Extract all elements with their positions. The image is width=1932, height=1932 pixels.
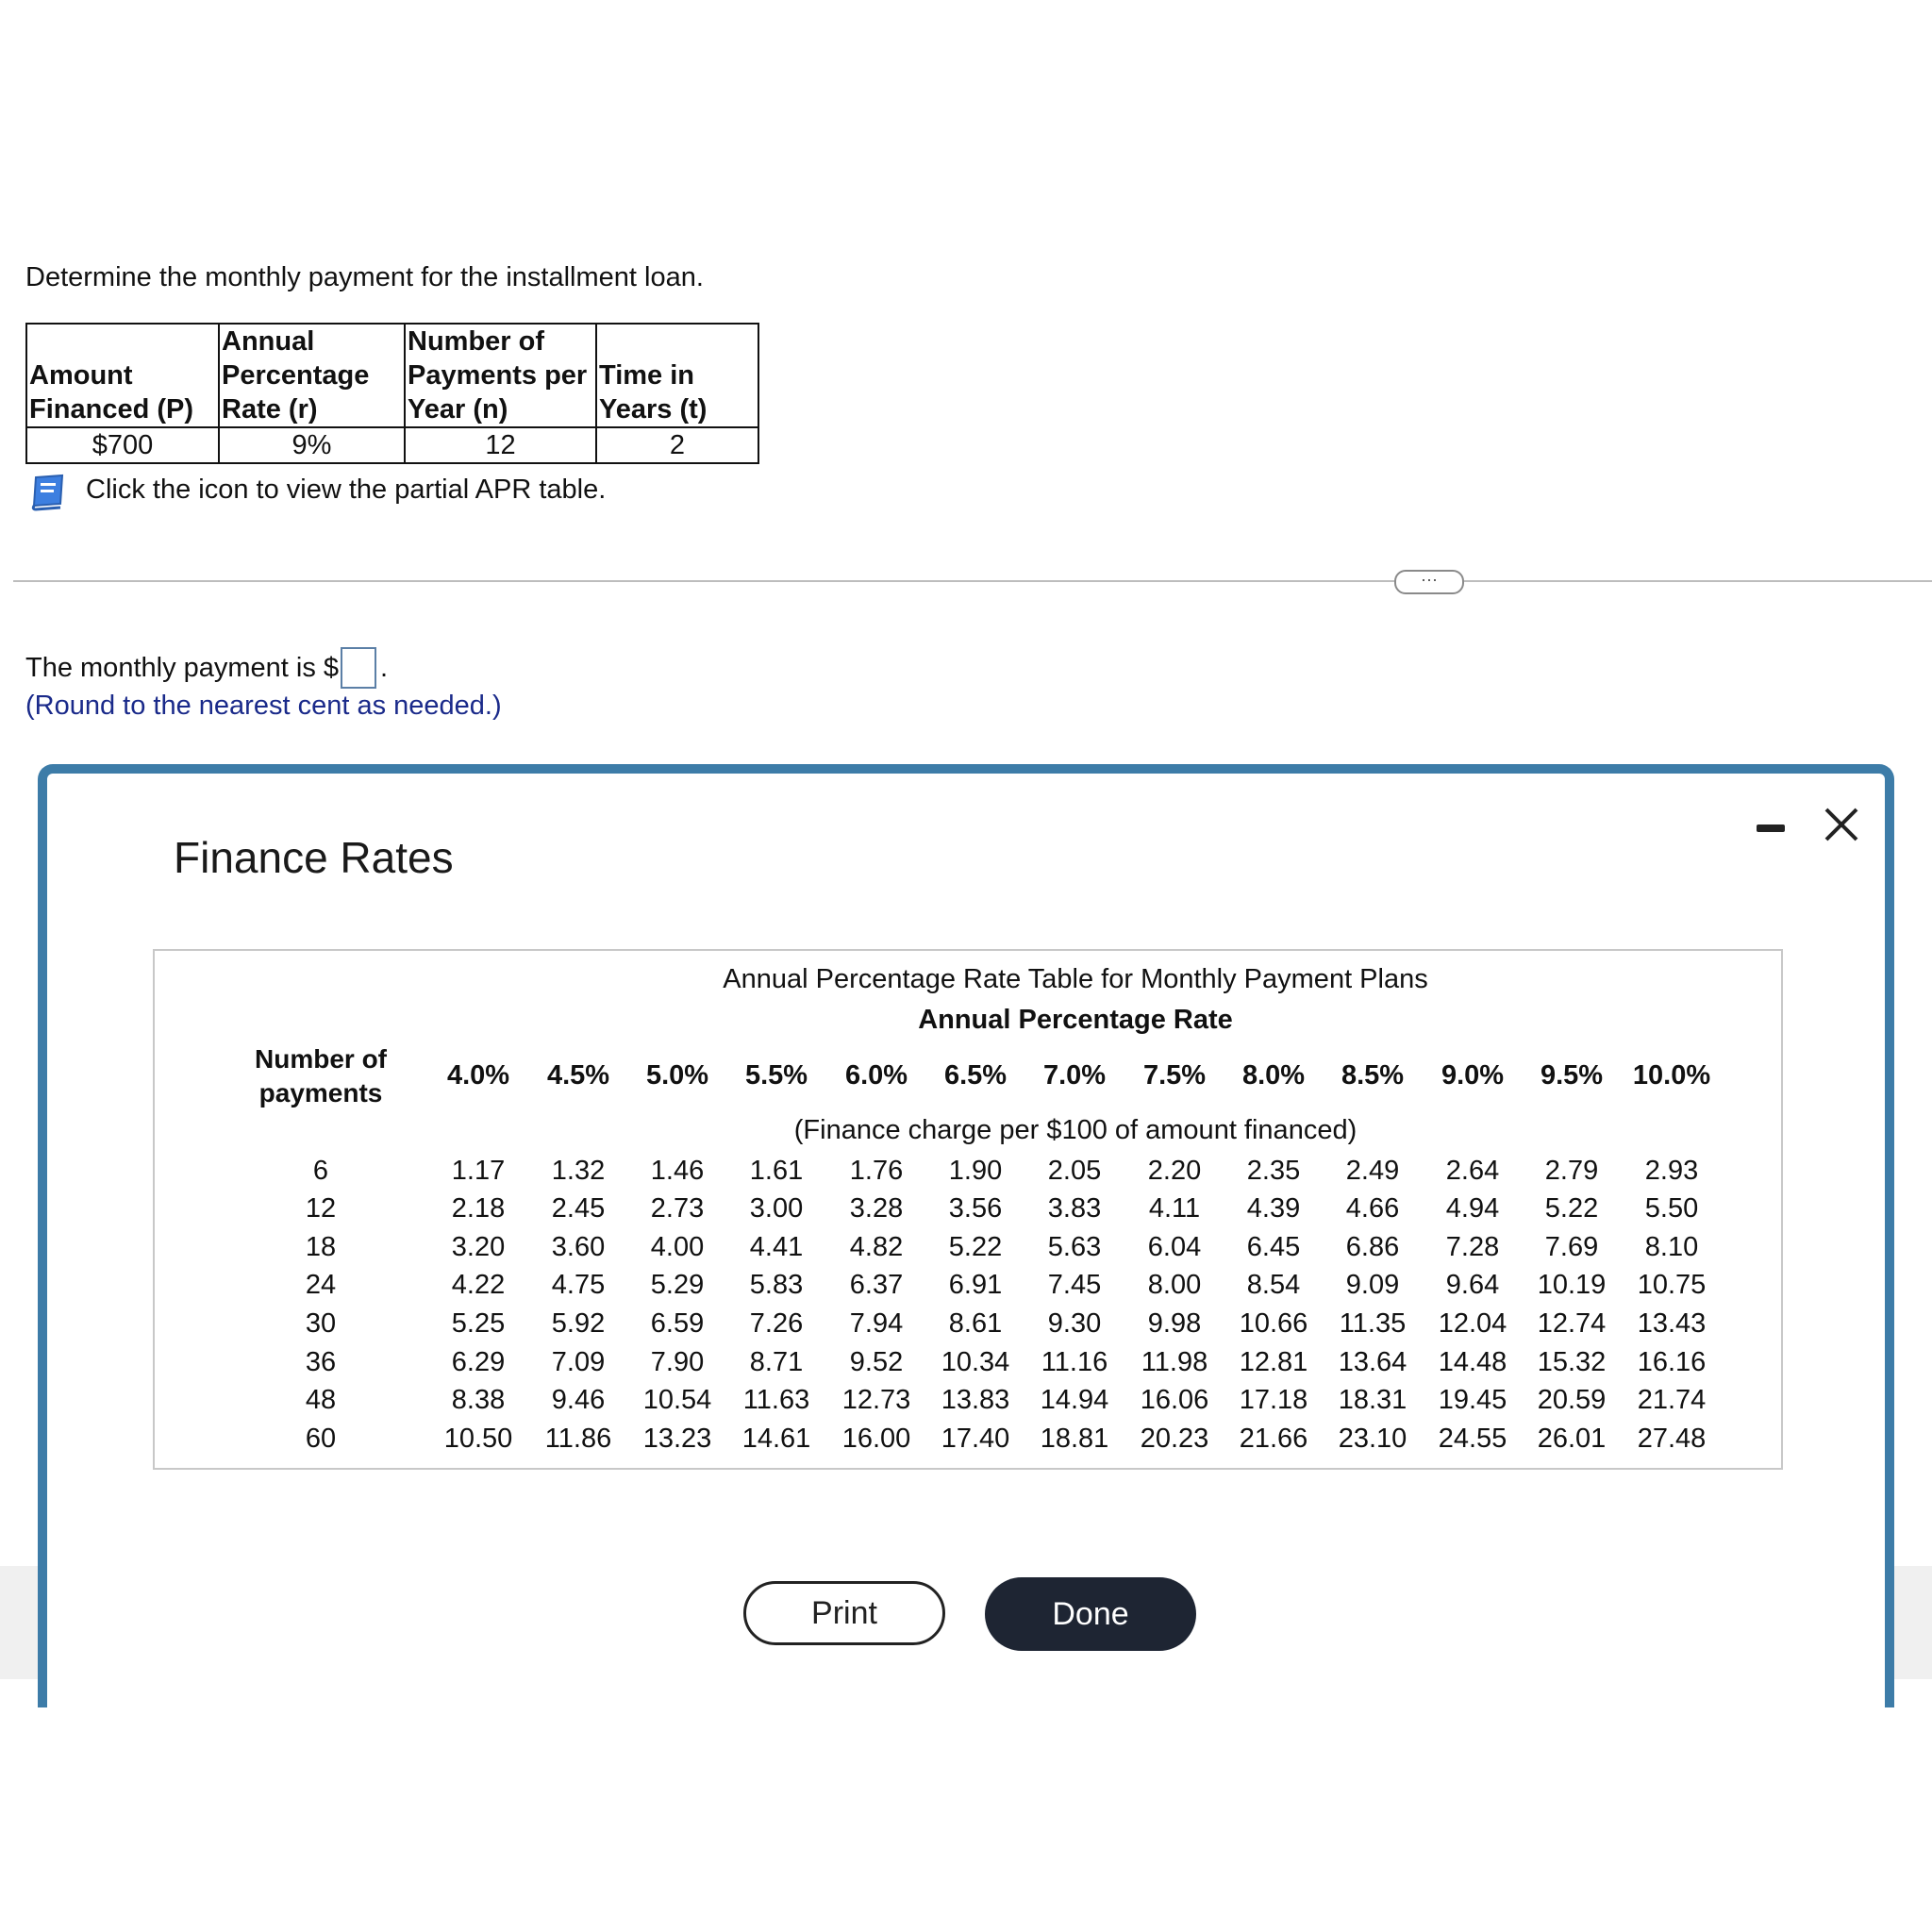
finance-charge-cell: 11.98: [1141, 1347, 1208, 1377]
finance-charge-cell: 4.66: [1345, 1193, 1400, 1224]
finance-charge-cell: 14.94: [1040, 1385, 1109, 1415]
finance-charge-cell: 7.69: [1544, 1232, 1599, 1262]
question-prompt: Determine the monthly payment for the installment loan.: [25, 262, 704, 292]
finance-charge-cell: 17.40: [941, 1424, 1010, 1454]
rate-header: 6.5%: [943, 1060, 1008, 1091]
finance-charge-cell: 10.54: [642, 1385, 712, 1415]
finance-charge-cell: 14.48: [1438, 1347, 1507, 1377]
finance-charge-cell: 8.71: [749, 1347, 804, 1377]
finance-charge-cell: 2.35: [1246, 1156, 1301, 1186]
payments-per-year-value: 12: [405, 427, 596, 463]
finance-charge-cell: 8.10: [1644, 1232, 1699, 1262]
finance-charge-cell: 27.48: [1637, 1424, 1707, 1454]
finance-charge-cell: 12.74: [1537, 1308, 1607, 1339]
section-divider: [13, 580, 1932, 582]
finance-charge-cell: 4.22: [451, 1270, 506, 1300]
finance-charge-cell: 13.83: [941, 1385, 1010, 1415]
finance-charge-cell: 6.59: [650, 1308, 705, 1339]
finance-charge-cell: 6.86: [1345, 1232, 1400, 1262]
monthly-payment-input[interactable]: [341, 647, 376, 689]
finance-charge-cell: 13.43: [1637, 1308, 1707, 1339]
finance-charge-cell: 4.75: [551, 1270, 606, 1300]
finance-charge-cell: 20.59: [1537, 1385, 1607, 1415]
finance-charge-cell: 6.04: [1147, 1232, 1202, 1262]
dialog-title: Finance Rates: [174, 833, 454, 882]
finance-charge-cell: 18.81: [1040, 1424, 1109, 1454]
finance-charge-cell: 7.94: [849, 1308, 904, 1339]
rate-header: 8.0%: [1241, 1060, 1306, 1091]
finance-charge-cell: 5.50: [1644, 1193, 1699, 1224]
finance-charge-cell: 4.82: [849, 1232, 904, 1262]
apr-table-title: Annual Percentage Rate Table for Monthly Payment Plans: [723, 964, 1428, 994]
loan-values-row: [26, 427, 758, 463]
finance-charge-cell: 3.83: [1047, 1193, 1102, 1224]
finance-charge-cell: 1.46: [650, 1156, 705, 1186]
finance-charge-cell: 4.39: [1246, 1193, 1301, 1224]
close-icon[interactable]: [1821, 804, 1862, 845]
rate-header: 5.0%: [645, 1060, 709, 1091]
payments-row-label: 6: [312, 1156, 329, 1186]
time-years-value: 2: [596, 427, 758, 463]
finance-charge-cell: 4.11: [1148, 1193, 1201, 1224]
finance-charge-cell: 16.06: [1140, 1385, 1209, 1415]
finance-charge-cell: 20.23: [1140, 1424, 1209, 1454]
finance-charge-cell: 19.45: [1438, 1385, 1507, 1415]
finance-charge-cell: 8.00: [1147, 1270, 1202, 1300]
rate-header: 4.0%: [446, 1060, 510, 1091]
finance-charge-cell: 7.09: [551, 1347, 606, 1377]
finance-charge-cell: 7.45: [1047, 1270, 1102, 1300]
finance-charge-cell: 3.60: [551, 1232, 606, 1262]
header-apr: Annual Percentage Rate (r): [219, 324, 405, 427]
finance-charge-cell: 4.94: [1445, 1193, 1500, 1224]
finance-charge-cell: 23.10: [1338, 1424, 1407, 1454]
answer-line: [25, 647, 388, 689]
view-apr-table-text: Click the icon to view the partial APR table.: [86, 475, 607, 505]
finance-charge-cell: 18.31: [1338, 1385, 1407, 1415]
finance-charge-cell: 10.75: [1637, 1270, 1707, 1300]
payments-row-label: 36: [305, 1347, 337, 1377]
finance-charge-cell: 12.04: [1438, 1308, 1507, 1339]
payments-row-label: 12: [305, 1193, 337, 1224]
finance-charge-cell: 15.32: [1537, 1347, 1607, 1377]
rate-header: 5.5%: [744, 1060, 808, 1091]
finance-charge-cell: 13.64: [1338, 1347, 1407, 1377]
finance-charge-cell: 5.63: [1047, 1232, 1102, 1262]
payments-row-label: 18: [305, 1232, 337, 1262]
rate-header: 10.0%: [1632, 1060, 1711, 1091]
finance-charge-cell: 7.26: [749, 1308, 804, 1339]
apr-table-subtitle: Annual Percentage Rate: [918, 1005, 1233, 1035]
finance-charge-cell: 2.20: [1147, 1156, 1202, 1186]
rounding-note: (Round to the nearest cent as needed.): [25, 691, 502, 721]
finance-charge-cell: 12.73: [841, 1385, 911, 1415]
finance-charge-cell: 3.56: [948, 1193, 1003, 1224]
finance-charge-cell: 26.01: [1537, 1424, 1607, 1454]
rate-header: 9.5%: [1540, 1060, 1604, 1091]
finance-charge-cell: 9.30: [1047, 1308, 1102, 1339]
finance-charge-cell: 11.63: [742, 1385, 810, 1415]
header-time-years: Time in Years (t): [596, 324, 758, 427]
finance-charge-cell: 6.91: [948, 1270, 1003, 1300]
finance-charge-cell: 8.54: [1246, 1270, 1301, 1300]
finance-charge-cell: 12.81: [1239, 1347, 1308, 1377]
finance-charge-cell: 16.16: [1637, 1347, 1707, 1377]
apr-value: 9%: [219, 427, 405, 463]
finance-charge-cell: 8.61: [948, 1308, 1003, 1339]
finance-charge-cell: 24.55: [1438, 1424, 1507, 1454]
loan-table: [25, 323, 759, 464]
rate-header: 7.5%: [1142, 1060, 1207, 1091]
finance-charge-cell: 10.34: [941, 1347, 1010, 1377]
rate-header: 8.5%: [1341, 1060, 1405, 1091]
finance-charge-cell: 2.79: [1544, 1156, 1599, 1186]
finance-charge-cell: 16.00: [841, 1424, 911, 1454]
finance-charge-cell: 2.45: [551, 1193, 606, 1224]
finance-charge-cell: 2.93: [1644, 1156, 1699, 1186]
finance-charge-cell: 9.09: [1345, 1270, 1400, 1300]
finance-charge-cell: 9.98: [1147, 1308, 1202, 1339]
finance-charge-cell: 2.64: [1445, 1156, 1500, 1186]
answer-prefix: The monthly payment is $: [25, 652, 340, 683]
finance-charge-cell: 9.64: [1445, 1270, 1500, 1300]
finance-charge-cell: 11.86: [544, 1424, 612, 1454]
payments-row-label: 24: [305, 1270, 337, 1300]
finance-charge-cell: 3.28: [849, 1193, 904, 1224]
finance-charge-cell: 8.38: [451, 1385, 506, 1415]
finance-charge-cell: 2.18: [451, 1193, 506, 1224]
finance-charge-cell: 1.90: [948, 1156, 1003, 1186]
finance-charge-cell: 5.22: [1544, 1193, 1599, 1224]
finance-charge-cell: 5.83: [749, 1270, 804, 1300]
finance-charge-cell: 6.29: [451, 1347, 506, 1377]
done-button[interactable]: Done: [985, 1577, 1196, 1651]
finance-charge-cell: 9.52: [849, 1347, 904, 1377]
header-amount: Amount Financed (P): [26, 324, 219, 427]
finance-charge-cell: 21.66: [1239, 1424, 1308, 1454]
rate-header: 4.5%: [546, 1060, 610, 1091]
finance-charge-cell: 11.16: [1041, 1347, 1108, 1377]
finance-charge-cell: 1.17: [451, 1156, 506, 1186]
finance-charge-cell: 1.32: [551, 1156, 606, 1186]
finance-charge-cell: 10.50: [443, 1424, 513, 1454]
finance-charge-cell: 5.29: [650, 1270, 705, 1300]
finance-charge-cell: 2.73: [650, 1193, 705, 1224]
finance-charge-cell: 1.76: [849, 1156, 904, 1186]
finance-charge-cell: 7.28: [1445, 1232, 1500, 1262]
finance-charge-cell: 11.35: [1339, 1308, 1407, 1339]
finance-charge-cell: 6.45: [1246, 1232, 1301, 1262]
finance-charge-cell: 4.00: [650, 1232, 705, 1262]
print-button[interactable]: Print: [743, 1581, 945, 1645]
finance-charge-cell: 2.49: [1345, 1156, 1400, 1186]
payments-row-label: 60: [305, 1424, 337, 1454]
finance-charge-cell: 10.66: [1239, 1308, 1308, 1339]
number-of-payments-header: Number of payments: [255, 1044, 387, 1108]
header-payments-per-year: Number of Payments per Year (n): [405, 324, 596, 427]
finance-charge-cell: 1.61: [749, 1156, 804, 1186]
more-options-button[interactable]: ···: [1394, 570, 1464, 594]
finance-charge-cell: 7.90: [650, 1347, 705, 1377]
finance-charge-cell: 5.25: [451, 1308, 506, 1339]
finance-charge-cell: 10.19: [1537, 1270, 1607, 1300]
minimize-icon[interactable]: [1757, 824, 1785, 832]
finance-charge-cell: 13.23: [642, 1424, 712, 1454]
payments-row-label: 30: [305, 1308, 337, 1339]
finance-charge-cell: 3.00: [749, 1193, 804, 1224]
finance-charge-cell: 6.37: [849, 1270, 904, 1300]
finance-charge-cell: 3.20: [451, 1232, 506, 1262]
finance-charge-cell: 4.41: [749, 1232, 804, 1262]
amount-value: $700: [26, 427, 219, 463]
finance-charge-cell: 21.74: [1637, 1385, 1707, 1415]
rate-header: 9.0%: [1441, 1060, 1505, 1091]
finance-charge-cell: 9.46: [551, 1385, 606, 1415]
answer-suffix: .: [380, 652, 389, 683]
rate-header: 6.0%: [844, 1060, 908, 1091]
payments-row-label: 48: [305, 1385, 337, 1415]
finance-charge-note: (Finance charge per $100 of amount financed): [793, 1115, 1357, 1145]
finance-charge-cell: 5.22: [948, 1232, 1003, 1262]
finance-charge-cell: 14.61: [741, 1424, 811, 1454]
finance-charge-cell: 17.18: [1239, 1385, 1308, 1415]
finance-charge-cell: 2.05: [1047, 1156, 1102, 1186]
book-icon[interactable]: [28, 472, 70, 513]
rate-header: 7.0%: [1042, 1060, 1107, 1091]
finance-charge-cell: 5.92: [551, 1308, 606, 1339]
